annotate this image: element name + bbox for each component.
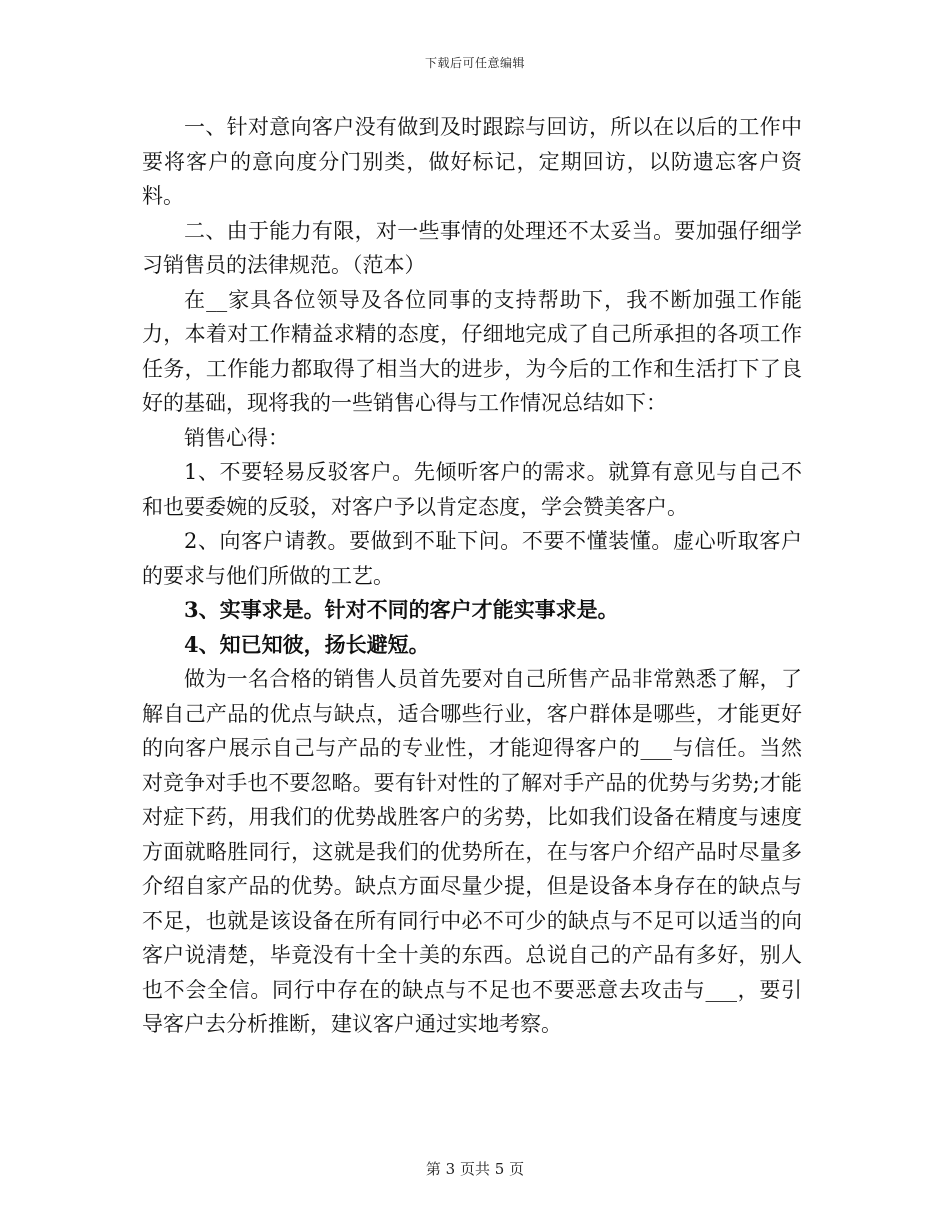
page-header: 下载后可任意编辑 [424,56,525,70]
paragraph-insight-4: 4、知已知彼，扬长避短。 [184,631,430,657]
paragraph-know-your-product: 做为一名合格的销售人员首先要对自己所售产品非常熟悉了解，了解自己产品的优点与缺点，适合哪些行业，客户群体是哪些，才能更好的向客户展示自己与产品的专业性，才能迎得客户的___与信任。当然对竞争对手也不要忽略。要有针对性的了解对手产品的优势与劣势;才能对症下药，用我们的优势战胜客户的劣势，比如我们设备在精度与速度方面就略胜同行，这就是我们的优势所在，在与客户介绍产品时尽量多介绍自家产品的优势。缺点方面尽量少提，但是设备本身存在的缺点与不足，也就是该设备在所有同行中必不可少的缺点与不足可以适当的向客户说清楚，毕竟没有十全十美的东西。总说自己的产品有多好，别人也不会全信。同行中存在的缺点与不足也不要恶意去攻击与___，要引导客户去分析推断，建议客户通过实地考察。 [142,667,802,1036]
paragraph-limited-ability: 二、由于能力有限，对一些事情的处理还不太妥当。要加强仔细学习销售员的法律规范。（范本） [142,218,802,277]
paragraph-insight-3: 3、实事求是。针对不同的客户才能实事求是。 [184,597,619,622]
paragraph-sales-insights-heading: 销售心得： [184,425,289,450]
paragraph-followup-clients: 一、针对意向客户没有做到及时跟踪与回访，所以在以后的工作中要将客户的意向度分门别类，做好标记，定期回访，以防遗忘客户资料。 [142,115,802,208]
document-body [142,110,802,1042]
page-number-footer: 第 3 页共 5 页 [425,1160,525,1178]
paragraph-intro-summary: 在__家具各位领导及各位同事的支持帮助下，我不断加强工作能力，本着对工作精益求精的态度，仔细地完成了自己所承担的各项工作任务，工作能力都取得了相当大的进步，为今后的工作和生活打下了良好的基础，现将我的一些销售心得与工作情况总结如下： [142,287,802,415]
paragraph-insight-1: 1、不要轻易反驳客户。先倾听客户的需求。就算有意见与自己不和也要委婉的反驳，对客户予以肯定态度，学会赞美客户。 [142,460,802,519]
paragraph-insight-2: 2、向客户请教。要做到不耻下问。不要不懂装懂。虚心听取客户的要求与他们所做的工艺。 [142,529,802,588]
